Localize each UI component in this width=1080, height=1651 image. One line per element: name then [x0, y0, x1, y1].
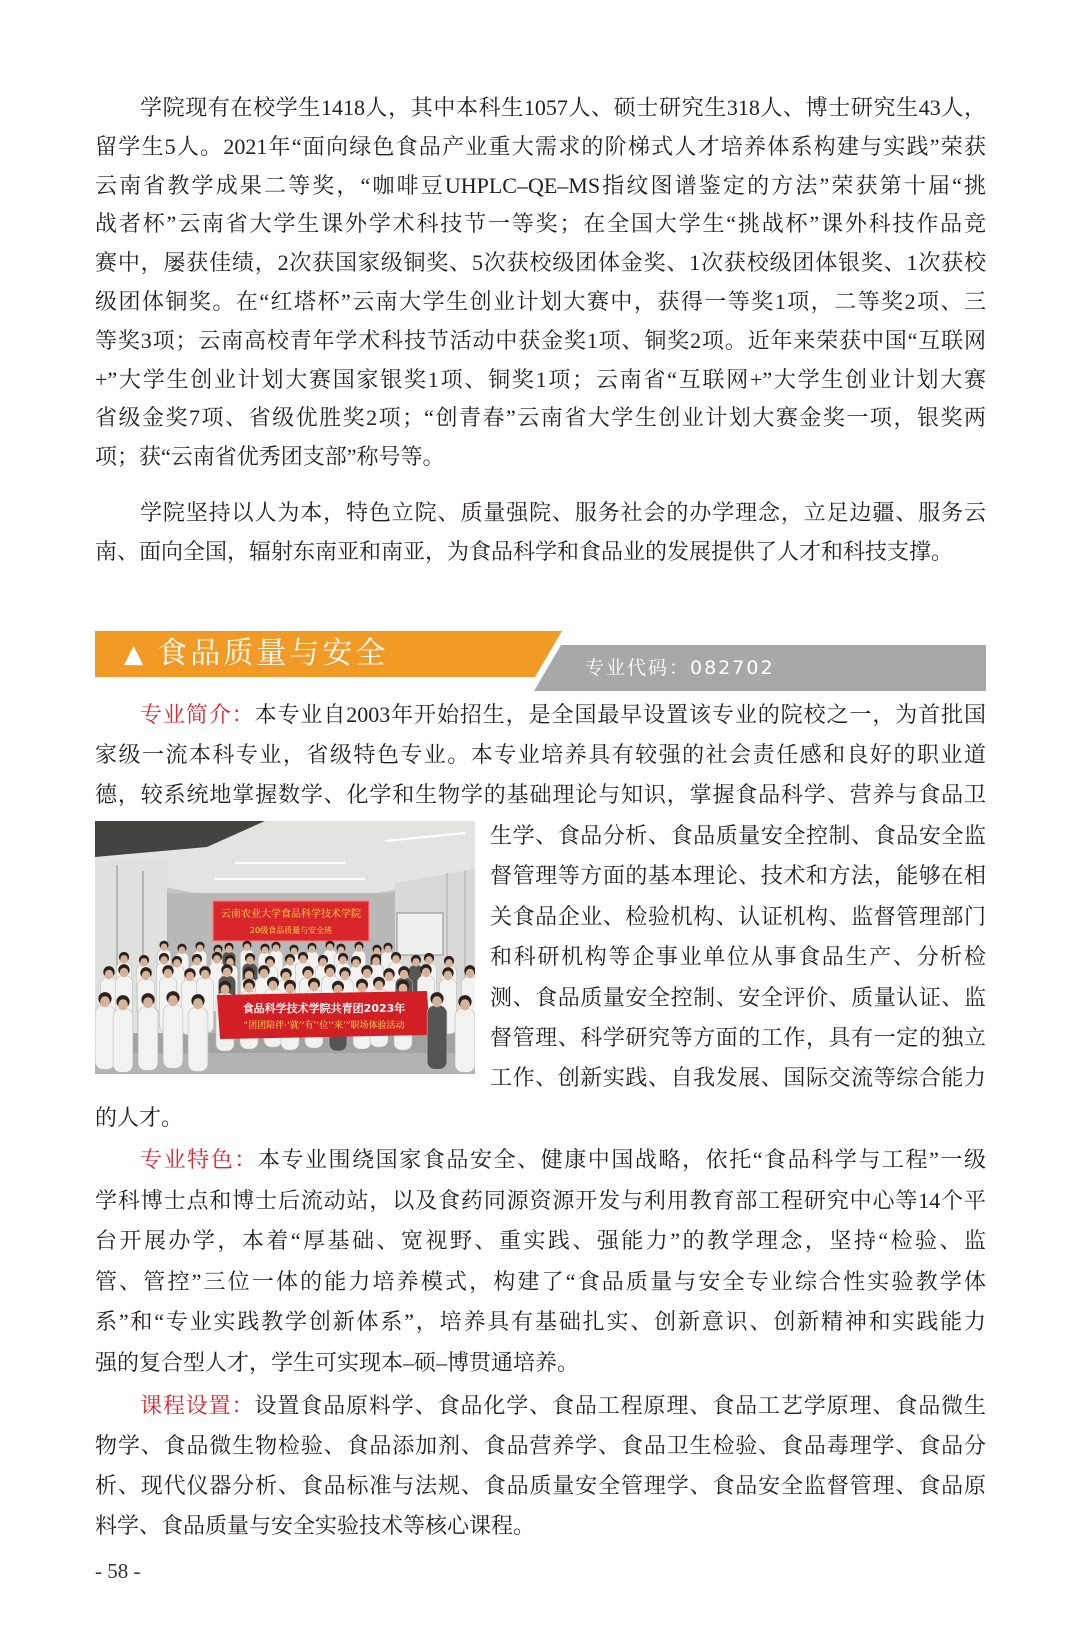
person-face [168, 995, 178, 1006]
page-number: - 58 - [95, 1559, 141, 1583]
person-face [327, 943, 334, 951]
person-face [432, 996, 442, 1007]
group-photo [95, 821, 475, 1074]
text-line: 台开展办学，本着“厚基础、宽视野、重实践、强能力”的教学理念，坚持“检验、监 [95, 1228, 986, 1253]
person-face [223, 968, 231, 978]
text-line: 家级一流本科专业，省级特色专业。本专业培养具有较强的社会责任感和良好的职业道 [95, 742, 986, 768]
text-line: 学院现有在校学生1418人，其中本科生1057人、硕士研究生318人、博士研究生43人， [140, 95, 986, 120]
text-line: 生学、食品分析、食品质量安全控制、食品安全监 [490, 823, 986, 848]
person-face [245, 983, 254, 993]
person-face [372, 957, 379, 966]
triangle-icon: ▲ [124, 639, 144, 668]
person-face [385, 972, 393, 982]
text-line [95, 1140, 986, 1181]
person-face [246, 956, 253, 965]
text-line: 战者杯”云南省大学生课外学术科技节一等奖；在全国大学生“挑战杯”课外科技作品竞 [95, 211, 986, 237]
person-face [339, 956, 346, 965]
person-face [201, 970, 209, 980]
text-line: 级团体铜奖。在“红塔杯”云南大学生创业计划大赛中，获得一等奖1项，二等奖2项、三 [95, 288, 986, 314]
person-face [120, 955, 127, 964]
text-line: 学科博士点和博士后流动站，以及食药同源资源开发与利用教育部工程研究中心等14个平 [95, 1187, 986, 1213]
person-face [260, 969, 268, 979]
person-face [412, 958, 419, 967]
person-face [310, 982, 319, 992]
person-face [341, 971, 349, 981]
text-line: 学院坚持以人为本，特色立院、质量强院、服务社会的办学理念，立足边疆、服务云 [140, 500, 986, 525]
person-face [374, 947, 381, 955]
text-line: 南、面向全国，辐射东南亚和南亚，为食品科学和食品业的发展提供了人才和科技支撑。 [95, 538, 954, 564]
text-line: 关食品企业、检验机构、认证机构、监督管理部门 [490, 903, 986, 929]
person-face [100, 996, 110, 1007]
person-face [358, 983, 367, 993]
person-face [286, 984, 295, 994]
person-face [161, 943, 168, 951]
text-run: 设置食品原料学、食品化学、食品工程原理、食品工艺学原理、食品微生 [254, 1393, 986, 1418]
person-face [363, 969, 371, 979]
text-line: 系”和“专业实践教学创新体系”，培养具有基础扎实、创新意识、创新精神和实践能力 [95, 1309, 986, 1334]
person-coat [113, 1009, 133, 1073]
section-label: 专业简介： [140, 702, 255, 727]
major-title [124, 631, 388, 677]
banner-title: 食品科学技术学院共青团2023年 [242, 1002, 406, 1015]
person-face [304, 970, 312, 980]
person-face [221, 985, 230, 995]
text-line: 督管理、科学研究等方面的工作，具有一定的独立 [490, 1025, 986, 1051]
text-line: 和科研机构等企事业单位从事食品生产、分析检 [490, 944, 986, 970]
person-face [356, 944, 363, 952]
person-face [385, 945, 392, 953]
person-face [140, 958, 147, 967]
person-face [282, 972, 290, 982]
person-face [291, 947, 298, 955]
photo-scene [95, 821, 475, 1074]
person-coat [163, 1005, 183, 1069]
person-face [286, 957, 293, 966]
text-line: 测、食品质量安全控制、安全评价、质量认证、监 [490, 984, 986, 1010]
person-coat [188, 1008, 208, 1072]
text-run: 本专业自2003年开始招生，是全国最早设置该专业的院校之一，为首批国 [254, 702, 986, 727]
person-face [197, 944, 204, 952]
person-face [213, 955, 220, 964]
text-run: 本专业围绕国家食品安全、健康中国战略，依托“食品科学与工程”一级 [257, 1147, 986, 1172]
text-line: 赛中，屡获佳绩，2次获国家级铜奖、5次获校级团体金奖、1次获校级团体银奖、1次获校 [95, 250, 986, 276]
features-section [95, 1140, 986, 1383]
person-face [142, 971, 150, 981]
text-line: 物学、食品微生物检验、食品添加剂、食品营养学、食品卫生检验、食品毒理学、食品分 [95, 1433, 986, 1458]
person-face [105, 970, 113, 980]
text-line: 云南省教学成果二等奖，“咖啡豆UHPLC–QE–MS指纹图谱鉴定的方法”荣获第十届“挑 [95, 172, 986, 198]
person-face [160, 956, 167, 965]
section-label: 课程设置： [140, 1393, 255, 1418]
major-name: 食品质量与安全 [157, 636, 389, 671]
text-line: 德，较系统地掌握数学、化学和生物学的基础理论与知识，掌握食品科学、营养与食品卫 [95, 782, 986, 808]
wall-display [397, 913, 443, 955]
person-face [273, 944, 280, 952]
person-face [299, 955, 306, 964]
screen-subtitle: 20级食品质量与安全班 [249, 926, 333, 935]
person-face [319, 958, 326, 967]
text-line: 工作、创新实践、自我发展、国际交流等综合能力 [490, 1065, 986, 1091]
person-face [400, 970, 408, 980]
text-line: 等奖3项；云南高校青年学术科技节活动中获金奖1项、铜奖2项。近年来荣获中国“互联网 [95, 327, 986, 353]
text-line: 强的复合型人才，学生可实现本–硕–博贯通培养。 [95, 1349, 580, 1375]
text-line: 项；获“云南省优秀团支部”称号等。 [95, 444, 445, 470]
text-line: 料学、食品质量与安全实验技术等核心课程。 [95, 1513, 536, 1538]
text-line: 析、现代仪器分析、食品标准与法规、食品质量安全管理学、食品安全监督管理、食品原 [95, 1473, 986, 1498]
courses-section [95, 1386, 986, 1546]
intro-paragraph-1 [95, 89, 986, 477]
person-face [118, 999, 128, 1010]
person-face [193, 957, 200, 966]
text-line: 督管理等方面的基本理论、技术和方法，能够在相 [490, 863, 986, 889]
person-face [445, 959, 452, 968]
person-face [460, 999, 470, 1010]
person-coat [455, 1009, 475, 1073]
person-face [326, 968, 334, 978]
text-line: 留学生5人。2021年“面向绿色食品产业重大需求的阶梯式人才培养体系构建与实践”荣获 [95, 133, 986, 159]
person-face [173, 959, 180, 968]
person-face [444, 971, 452, 981]
profile-section [95, 695, 986, 816]
banner-cloth [217, 991, 430, 1039]
person-face [262, 946, 269, 954]
text-line [95, 695, 986, 735]
profile-wrapped-text [490, 816, 986, 1099]
person-face [179, 946, 186, 954]
person-face [375, 981, 384, 991]
person-coat [138, 1007, 158, 1071]
person-coat [95, 1006, 115, 1070]
person-face [120, 968, 128, 978]
person-face [193, 998, 203, 1009]
text-line: 的人才。 [95, 1105, 184, 1130]
intro-paragraph-2 [95, 494, 986, 572]
person-coat [427, 1006, 447, 1070]
section-label: 专业特色： [140, 1147, 258, 1172]
person-face [164, 969, 172, 979]
text-line: 省级金奖7项、省级优胜奖2项；“创青春”云南省大学生创业计划大赛金奖一项，银奖两 [95, 405, 986, 431]
text-line: +”大学生创业计划大赛国家银奖1项、铜奖1项；云南省“互联网+”大学生创业计划大赛 [95, 366, 986, 392]
text-line: 管、管控”三位一体的能力培养模式，构建了“食品质量与安全专业综合性实验教学体 [95, 1268, 986, 1294]
person-face [186, 972, 194, 982]
major-code: 专业代码：082702 [585, 657, 775, 679]
person-face [244, 943, 251, 951]
person-face [422, 968, 430, 978]
red-banner [217, 991, 430, 1039]
person-face [226, 945, 233, 953]
person-face [352, 959, 359, 968]
person-face [338, 946, 345, 954]
screen-title: 云南农业大学食品科学技术学院 [221, 909, 361, 920]
person-face [425, 956, 432, 965]
person-face [143, 997, 153, 1008]
person-face [392, 955, 399, 964]
profile-closing [95, 1098, 986, 1138]
person-face [269, 981, 278, 991]
person-face [466, 969, 474, 979]
banner-subtitle: “团团陪伴·‘就’‘有’‘位’‘来’”职场体验活动 [243, 1021, 405, 1031]
person-face [309, 945, 316, 953]
led-screen [213, 901, 369, 941]
text-line [95, 1386, 986, 1426]
